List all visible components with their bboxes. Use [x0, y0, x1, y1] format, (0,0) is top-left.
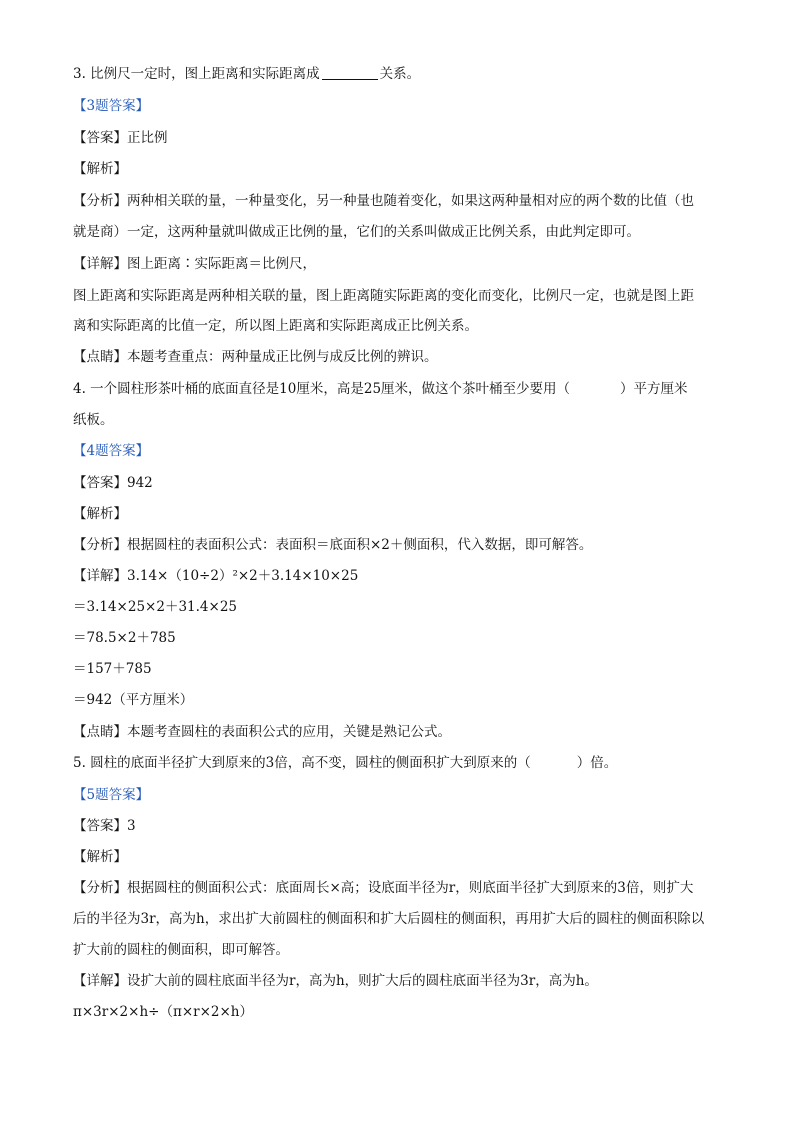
answer-label: 【答案】	[73, 818, 127, 834]
q3-answer-header: 【3题答案】	[73, 98, 150, 114]
q4-question	[73, 379, 734, 399]
q3-xiangjie-line1	[73, 254, 734, 274]
q4-step3: ＝157＋785	[73, 661, 152, 677]
q5-fenxi-line1	[73, 878, 734, 898]
q3-dianjing-text: 本题考查重点：两种量成正比例与成反比例的辨识。	[127, 349, 438, 365]
q3-fenxi-line1	[73, 191, 734, 211]
q5-answer-value: 3	[127, 818, 136, 834]
q5-analysis-label: 【解析】	[73, 849, 127, 865]
fenxi-label: 【分析】	[73, 537, 127, 553]
q3-answer-value: 正比例	[127, 130, 168, 146]
q3-question-text: 3. 比例尺一定时，图上距离和实际距离成	[73, 66, 320, 82]
dianjing-label: 【点睛】	[73, 349, 127, 365]
q4-step1: ＝3.14×25×2＋31.4×25	[73, 599, 237, 615]
q5-answer-header: 【5题答案】	[73, 787, 150, 803]
q4-dianjing-text: 本题考查圆柱的表面积公式的应用，关键是熟记公式。	[127, 724, 451, 740]
q5-fenxi-line3: 扩大前的圆柱的侧面积，即可解答。	[73, 942, 289, 958]
q4-question-end: ）平方厘米	[620, 381, 688, 397]
q5-xiangjie-line1	[73, 971, 734, 991]
q3-question	[73, 64, 734, 84]
q3-analysis-label: 【解析】	[73, 161, 127, 177]
q5-question-end: ）倍。	[576, 755, 618, 771]
q3-blank	[322, 78, 378, 80]
xiangjie-label: 【详解】	[73, 973, 127, 989]
q4-question-text: 4. 一个圆柱形茶叶桶的底面直径是10厘米，高是25厘米，做这个茶叶桶至少要用（	[73, 381, 571, 397]
q4-analysis-label: 【解析】	[73, 506, 127, 522]
fenxi-label: 【分析】	[73, 193, 127, 209]
answer-label: 【答案】	[73, 130, 127, 146]
q5-fenxi-line2: 后的半径为3r，高为h，求出扩大前圆柱的侧面积和扩大后圆柱的侧面积，再用扩大后的圆柱的侧面积除以	[73, 911, 705, 927]
q3-xiangjie-line2: 图上距离和实际距离是两种相关联的量，图上距离随实际距离的变化而变化，比例尺一定，也就是图上距	[73, 288, 694, 304]
q3-question-end: 关系。	[379, 66, 421, 82]
q4-answer	[73, 473, 734, 493]
q3-dianjing	[73, 347, 734, 367]
q4-dianjing	[73, 722, 734, 742]
q4-question-line2: 纸板。	[73, 412, 114, 428]
q4-answer-value: 942	[127, 475, 153, 491]
q4-step2: ＝78.5×2＋785	[73, 630, 176, 646]
q4-fenxi-text: 根据圆柱的表面积公式：表面积＝底面积×2＋侧面积，代入数据，即可解答。	[127, 537, 593, 553]
q5-answer	[73, 816, 734, 836]
q3-answer	[73, 128, 734, 148]
dianjing-label: 【点睛】	[73, 724, 127, 740]
answer-label: 【答案】	[73, 475, 127, 491]
xiangjie-label: 【详解】	[73, 256, 127, 272]
q3-xiangjie-text1: 图上距离∶实际距离＝比例尺，	[127, 256, 316, 272]
q5-xiangjie-text1: 设扩大前的圆柱底面半径为r，高为h，则扩大后的圆柱底面半径为3r，高为h。	[127, 973, 598, 989]
xiangjie-label: 【详解】	[73, 568, 127, 584]
q3-xiangjie-line3: 离和实际距离的比值一定，所以图上距离和实际距离成正比例关系。	[73, 318, 478, 334]
q3-fenxi-line2: 就是商）一定，这两种量就叫做成正比例的量，它们的关系叫做成正比例关系，由此判定即可。	[73, 224, 640, 240]
q4-answer-header: 【4题答案】	[73, 443, 150, 459]
q4-xiangjie-line1	[73, 566, 734, 586]
q5-formula: π×3r×2×h÷（π×r×2×h）	[73, 1004, 253, 1020]
q5-fenxi-text1: 根据圆柱的侧面积公式：底面周长×高；设底面半径为r，则底面半径扩大到原来的3倍，则扩大	[127, 880, 694, 896]
q3-fenxi-text1: 两种相关联的量，一种量变化，另一种量也随着变化，如果这两种量相对应的两个数的比值（也	[127, 193, 694, 209]
q4-fenxi	[73, 535, 734, 555]
q5-question	[73, 753, 734, 773]
q5-question-text: 5. 圆柱的底面半径扩大到原来的3倍，高不变，圆柱的侧面积扩大到原来的（	[73, 755, 531, 771]
fenxi-label: 【分析】	[73, 880, 127, 896]
q4-xiangjie-text1: 3.14×（10÷2）²×2＋3.14×10×25	[127, 568, 359, 584]
q4-step4: ＝942（平方厘米）	[73, 692, 194, 708]
